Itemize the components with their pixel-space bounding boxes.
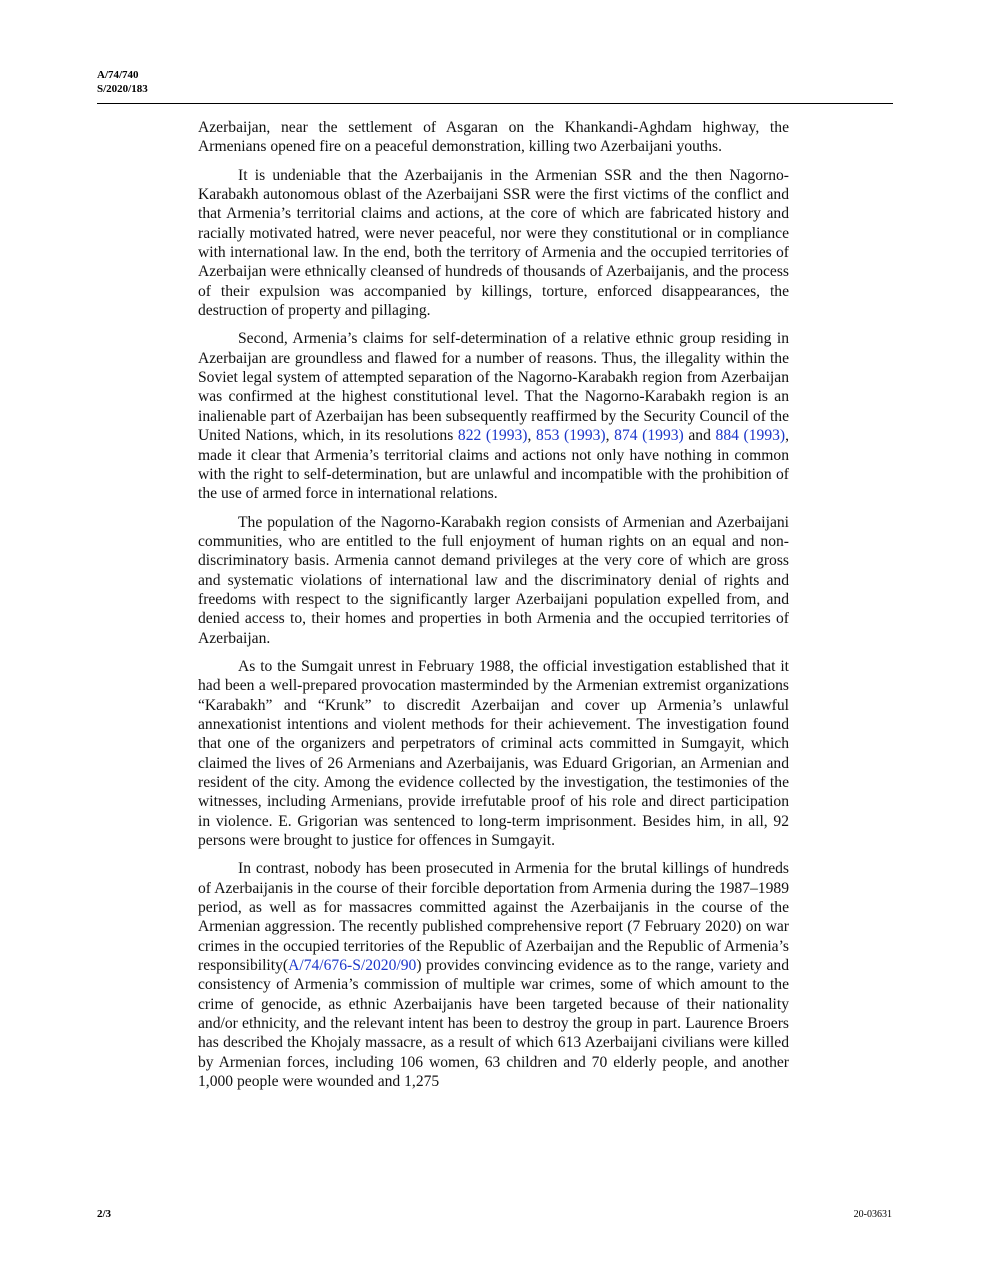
paragraph-text: , made it clear that Armenia’s territorial claims and actions not only have nothing in common with the right to self-determination, but are unlawful and incompatible with the prohibition of the use of armed force in international relations. <box>198 427 790 503</box>
header-rule <box>97 103 893 104</box>
document-symbol-security-council: S/2020/183 <box>97 83 148 95</box>
document-number: 20-03631 <box>853 1209 892 1220</box>
document-link-a-74-676[interactable]: A/74/676-S/2020/90 <box>288 957 417 975</box>
document-symbols <box>97 68 148 96</box>
paragraph-text: Second, Armenia’s claims for self-determination of a relative ethnic group residing in Azerbaijan are groundless and flawed for a number of reasons. Thus, the illegality within the Soviet legal system of attempted separation of the Nagorno-Karabakh region from Azerbaijan was confirmed at the highest constitutional level. That the Nagorno-Karabakh region is an inalienable part of Azerbaijan has been subsequently reaffirmed by the Security Council of the United Nations, which, in its resolutions <box>198 330 789 445</box>
resolution-link-822[interactable]: 822 (1993) <box>457 427 528 445</box>
paragraph-population: The population of the Nagorno-Karabakh region consists of Armenian and Azerbaijani communities, who are entitled to the full enjoyment of human rights on an equal and non-discriminatory basis. Armenia cannot demand privileges at the very core of which are gross and systematic violations of international law and the discriminatory denial of rights and freedoms with respect to the significantly larger Azerbaijani population expelled from, and denied access to, their homes and properties in both Armenia and the occupied territories of Azerbaijan. <box>198 513 789 647</box>
resolution-link-884[interactable]: 884 (1993) <box>715 427 786 445</box>
paragraph-continued: Azerbaijan, near the settlement of Asgaran on the Khankandi-Aghdam highway, the Armenians opened fire on a peaceful demonstration, killing two Azerbaijani youths. <box>198 119 789 156</box>
document-body <box>198 118 789 1101</box>
resolution-link-874[interactable]: 874 (1993) <box>614 427 684 445</box>
paragraph-text: ) provides convincing evidence as to the range, variety and consistency of Armenia’s commission of multiple war crimes, some of which amount to the crime of genocide, as ethnic Azerbaijanis have been targeted because of their nationality and/or ethnicity, and the relevant intent has been to destroy the group in part. Laurence Broers has described the Khojaly massacre, as a result of which 613 Azerbaijani civilians were killed by Armenian forces, including 106 women, 63 children and 70 elderly people, and another 1,000 people were wounded and 1,275 <box>198 957 789 1091</box>
paragraph-first-victims: It is undeniable that the Azerbaijanis in the Armenian SSR and the then Nagorno-Karabakh autonomous oblast of the Azerbaijani SSR were the first victims of the conflict and that Armenia’s territorial claims and actions, at the core of which are fabricated history and racially motivated hatred, were never peaceful, nor were they constitutional or in compliance with international law. In the end, both the territory of Armenia and the occupied territories of Azerbaijan were ethnically cleansed of hundreds of thousands of Azerbaijanis, and the process of their expulsion was accompanied by killings, torture, enforced disappearances, the destruction of property and pillaging. <box>198 166 789 320</box>
separator: , <box>605 427 615 445</box>
paragraph-in-contrast <box>198 859 789 1091</box>
paragraph-self-determination <box>198 329 789 503</box>
document-symbol-general-assembly: A/74/740 <box>97 69 139 81</box>
separator: , <box>527 427 537 445</box>
separator: and <box>683 427 716 445</box>
page-number: 2/3 <box>97 1208 112 1220</box>
resolution-link-853[interactable]: 853 (1993) <box>536 427 606 445</box>
paragraph-text: In contrast, nobody has been prosecuted in Armenia for the brutal killings of hundreds of Azerbaijanis in the course of their forcible deportation from Armenia during the 1987–1989 period, as well as for massacres committed against the Azerbaijanis in the course of the Armenian aggression. The recently published comprehensive report (7 February 2020) on war crimes in the occupied territories of the Republic of Azerbaijan and the Republic of Armenia’s responsibility( <box>198 860 789 975</box>
paragraph-sumgait: As to the Sumgait unrest in February 1988, the official investigation established that it had been a well-prepared provocation masterminded by the Armenian extremist organizations “Karabakh” and “Krunk” to discredit Azerbaijan and cover up Armenia’s unlawful annexationist intentions and violent methods for their achievement. The investigation found that one of the organizers and perpetrators of criminal acts committed in Sumgayit, which claimed the lives of 26 Armenians and Azerbaijanis, was Eduard Grigorian, an Armenian and resident of the city. Among the evidence collected by the investigation, the testimonies of the witnesses, including Armenians, provide irrefutable proof of his role and direct participation in violence. E. Grigorian was sentenced to long-term imprisonment. Besides him, in all, 92 persons were brought to justice for offences in Sumgayit. <box>198 657 789 850</box>
